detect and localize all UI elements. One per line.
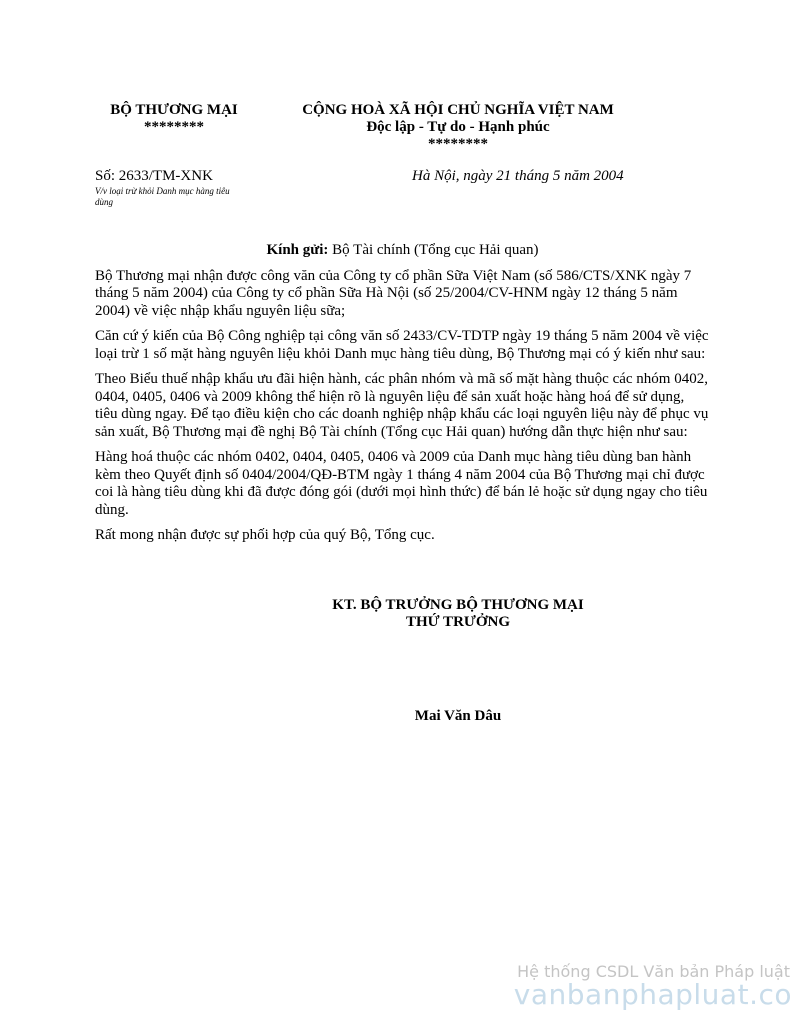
paragraph: Rất mong nhận được sự phối hợp của quý Bộ, Tổng cục. — [95, 527, 435, 543]
letter-body — [95, 242, 710, 553]
dateline: Hà Nội, ngày 21 tháng 5 năm 2004 — [412, 168, 624, 184]
republic-name: CỘNG HOÀ XÃ HỘI CHỦ NGHĨA VIỆT NAM — [302, 102, 614, 118]
addressee: Bộ Tài chính (Tổng cục Hải quan) — [328, 242, 539, 258]
paragraph: Bộ Thương mại nhận được công văn của Công ty cổ phần Sữa Việt Nam (số 586/CTS/XNK ngày 7 tháng 5 năm 2004) của Công ty cổ phần Sữa Hà Nội (số 25/2004/CV-HNM ngày 12 tháng 5 năm 2004) về việc nhập khẩu nguyên liệu sữa; — [95, 267, 692, 319]
addressee-label: Kính gửi: — [266, 242, 329, 258]
signature-title-line2: THỨ TRƯỞNG — [405, 614, 511, 630]
ministry-stars: ******** — [144, 119, 204, 135]
republic-stars: ******** — [428, 136, 488, 152]
signature-title — [268, 597, 648, 631]
republic-block — [268, 102, 648, 153]
watermark-site: vanbanphapluat.co — [513, 978, 792, 1011]
paragraph: Căn cứ ý kiến của Bộ Công nghiệp tại công văn số 2433/CV-TDTP ngày 19 tháng 5 năm 2004 về việc loại trừ 1 số mặt hàng nguyên liệu khỏi Danh mục hàng tiêu dùng, Bộ Thương mại có ý kiến như sau: — [95, 328, 709, 362]
signature-title-line1: KT. BỘ TRƯỞNG BỘ THƯƠNG MẠI — [332, 597, 584, 613]
watermark-caption: Hệ thống CSDL Văn bản Pháp luật — [517, 962, 790, 981]
document-number: Số: 2633/TM-XNK — [95, 168, 213, 184]
ministry-block — [80, 102, 268, 136]
addressee-line — [95, 242, 710, 260]
document-subject: V/v loại trừ khỏi Danh mục hàng tiêu dùng — [95, 186, 230, 207]
signer-name: Mai Văn Dâu — [414, 708, 502, 724]
ministry-name: BỘ THƯƠNG MẠI — [110, 102, 238, 118]
national-motto: Độc lập - Tự do - Hạnh phúc — [366, 119, 550, 135]
paragraph: Theo Biểu thuế nhập khẩu ưu đãi hiện hành, các phân nhóm và mã số mặt hàng thuộc các nhóm 0402, 0404, 0405, 0406 và 2009 không thể hiện rõ là nguyên liệu để sản xuất hoặc hàng hoá để sử dụng, tiêu dùng ngay. Để tạo điều kiện cho các doanh nghiệp nhập khẩu các loại nguyên liệu này để phục vụ sản xuất, Bộ Thương mại đề nghị Bộ Tài chính (Tổng cục Hải quan) hướng dẫn thực hiện như sau: — [95, 371, 709, 440]
paragraph: Hàng hoá thuộc các nhóm 0402, 0404, 0405, 0406 và 2009 của Danh mục hàng tiêu dùng ban hành kèm theo Quyết định số 0404/2004/QĐ-BTM ngày 1 tháng 4 năm 2004 của Bộ Thương mại chỉ được coi là hàng tiêu dùng khi đã được đóng gói (dưới mọi hình thức) để bán lẻ hoặc sử dụng ngay cho tiêu dùng. — [95, 449, 708, 518]
